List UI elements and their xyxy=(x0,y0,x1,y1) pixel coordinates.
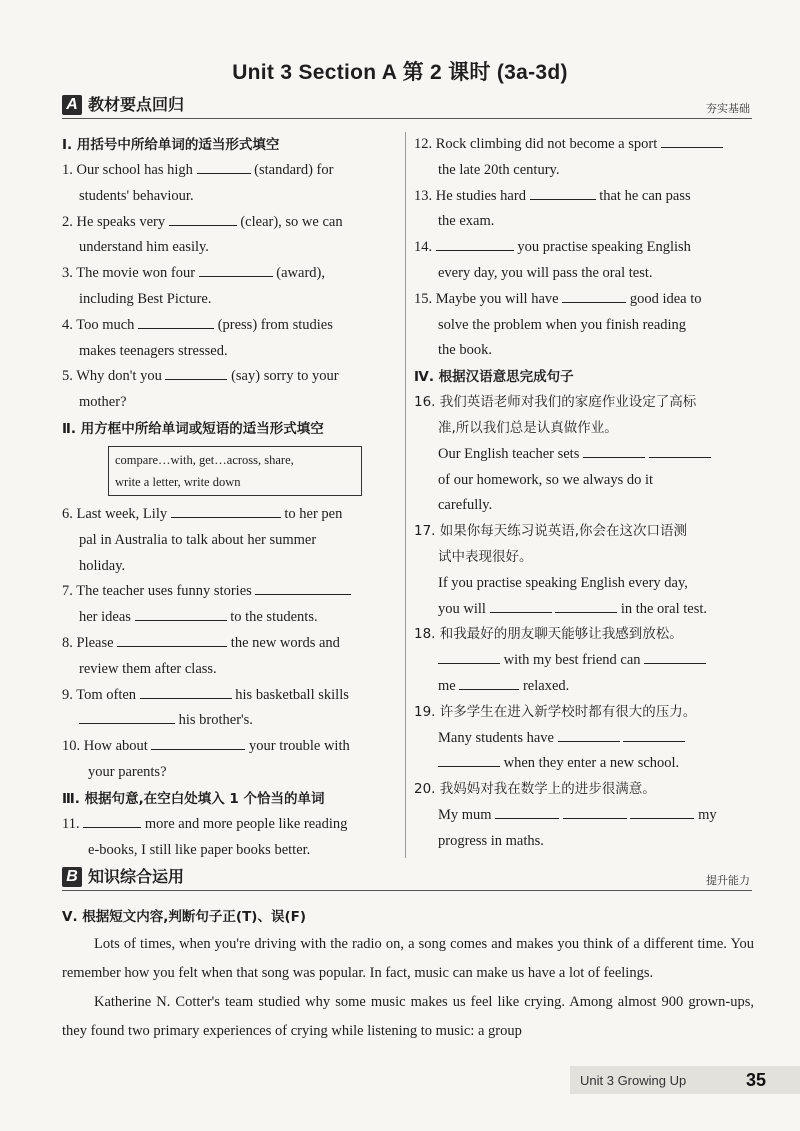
section-a-badge: A xyxy=(62,95,82,115)
q3-text-c: including Best Picture. xyxy=(79,290,212,307)
q10-text-a: 10. How about xyxy=(62,738,148,755)
q16-chinese-2: 准,所以我们总是认真做作业。 xyxy=(438,419,618,436)
part3-heading: Ⅲ. 根据句意,在空白处填入 1 个恰当的单词 xyxy=(62,790,325,807)
section-a-header xyxy=(62,94,752,119)
q12-text-b: the late 20th century. xyxy=(438,161,560,178)
question-6 xyxy=(62,502,400,579)
question-14 xyxy=(414,235,754,287)
q11-text-b: more and more people like reading xyxy=(144,815,348,832)
q17-text-a: If you practise speaking English every day, xyxy=(438,574,688,591)
q19-blank-3[interactable] xyxy=(438,752,500,767)
q6-text-b: to her pen xyxy=(284,505,343,522)
question-16 xyxy=(414,390,754,519)
q5-text-b: (say) sorry to your xyxy=(231,368,339,385)
q20-text-b: my xyxy=(698,806,717,823)
q7-text-a: 7. The teacher uses funny stories xyxy=(62,583,252,600)
q15-blank[interactable] xyxy=(562,288,626,303)
q13-text-b: that he can pass xyxy=(599,187,691,204)
page-footer xyxy=(570,1066,800,1094)
q7-text-b: her ideas xyxy=(79,609,131,626)
question-13 xyxy=(414,184,754,236)
q14-blank[interactable] xyxy=(436,236,514,251)
q20-blank-1[interactable] xyxy=(495,804,559,819)
q15-text-d: the book. xyxy=(438,342,492,359)
q12-text-a: 12. Rock climbing did not become a sport xyxy=(414,136,658,152)
q10-text-b: your trouble with xyxy=(249,738,350,755)
part5-heading: Ⅴ. 根据短文内容,判断句子正(T)、误(F) xyxy=(62,909,307,925)
section-b-title: 知识综合运用 xyxy=(88,867,185,886)
q4-blank[interactable] xyxy=(138,314,214,329)
question-15 xyxy=(414,287,754,364)
q3-text-b: (award), xyxy=(276,265,325,282)
question-9 xyxy=(62,683,400,735)
q19-blank-1[interactable] xyxy=(558,727,620,742)
q10-blank[interactable] xyxy=(151,735,245,750)
q9-blank-1[interactable] xyxy=(140,684,232,699)
question-20 xyxy=(414,777,754,854)
q2-blank[interactable] xyxy=(169,211,237,226)
q19-text-b: when they enter a new school. xyxy=(503,755,680,772)
q14-text-c: every day, you will pass the oral test. xyxy=(438,264,653,281)
q4-text-b: (press) from studies xyxy=(217,316,333,333)
q16-text-c: carefully. xyxy=(438,497,493,514)
section-b-badge: B xyxy=(62,867,82,887)
q7-text-c: to the students. xyxy=(230,609,318,626)
q20-chinese: 20. 我妈妈对我在数学上的进步很满意。 xyxy=(414,781,656,798)
q16-blank-2[interactable] xyxy=(649,443,711,458)
q6-blank[interactable] xyxy=(171,503,281,518)
q4-text-c: makes teenagers stressed. xyxy=(79,342,228,359)
q13-blank[interactable] xyxy=(530,185,596,200)
q4-text-a: 4. Too much xyxy=(62,316,135,333)
q13-text-a: 13. He studies hard xyxy=(414,187,526,204)
q9-blank-2[interactable] xyxy=(79,709,175,724)
q18-blank-2[interactable] xyxy=(644,649,706,664)
q16-text-a: Our English teacher sets xyxy=(438,445,580,462)
page-number: 35 xyxy=(745,1070,766,1090)
q1-blank[interactable] xyxy=(197,159,251,174)
q9-text-c: his brother's. xyxy=(178,712,253,729)
q2-text-b: (clear), so we can xyxy=(240,213,343,230)
question-4 xyxy=(62,313,400,365)
q15-text-a: 15. Maybe you will have xyxy=(414,290,559,307)
q14-text-a: 14. xyxy=(414,239,433,256)
section-a-title: 教材要点回归 xyxy=(88,95,185,114)
q8-text-b: the new words and xyxy=(230,634,340,651)
reading-passage xyxy=(62,904,754,1046)
page-title: Unit 3 Section A 第 2 课时 (3a-3d) xyxy=(232,61,568,84)
q15-text-b: good idea to xyxy=(629,290,702,307)
question-17 xyxy=(414,519,754,622)
q8-blank[interactable] xyxy=(117,632,227,647)
q1-text-b: (standard) for xyxy=(254,162,334,178)
question-5 xyxy=(62,364,400,416)
q6-text-d: holiday. xyxy=(79,557,126,574)
q19-text-a: Many students have xyxy=(438,729,554,746)
q9-text-a: 9. Tom often xyxy=(62,686,137,703)
part2-heading: Ⅱ. 用方框中所给单词或短语的适当形式填空 xyxy=(62,420,324,437)
question-3 xyxy=(62,261,400,313)
q8-text-c: review them after class. xyxy=(79,660,217,677)
question-18 xyxy=(414,622,754,699)
q3-text-a: 3. The movie won four xyxy=(62,265,196,282)
q17-chinese-1: 17. 如果你每天练习说英语,你会在这次口语测 xyxy=(414,523,688,540)
q11-text-c: e-books, I still like paper books better. xyxy=(88,841,311,858)
question-8 xyxy=(62,631,400,683)
q17-blank-2[interactable] xyxy=(555,598,617,613)
q18-text-a: with my best friend can xyxy=(503,652,641,669)
q5-blank[interactable] xyxy=(165,365,227,380)
q16-blank-1[interactable] xyxy=(583,443,645,458)
question-1 xyxy=(62,158,400,210)
q17-text-b: you will xyxy=(438,600,486,617)
section-a-tag: 夯实基础 xyxy=(706,102,750,115)
left-column xyxy=(62,132,400,863)
q7-blank-1[interactable] xyxy=(255,580,351,595)
q17-chinese-2: 试中表现很好。 xyxy=(438,548,533,565)
q16-text-b: of our homework, so we always do it xyxy=(438,471,654,488)
passage-paragraph-1: Lots of times, when you're driving with the radio on, a song comes and makes you think of a different time. You remember how you felt when that song was popular. In fact, music can make us have a lot of feelings. xyxy=(62,936,754,981)
section-b-tag: 提升能力 xyxy=(706,874,750,887)
question-11 xyxy=(62,812,400,864)
q19-blank-2[interactable] xyxy=(623,727,685,742)
column-divider xyxy=(405,132,406,858)
q11-blank[interactable] xyxy=(83,813,141,828)
q5-text-c: mother? xyxy=(79,394,127,411)
q18-chinese: 18. 和我最好的朋友聊天能够让我感到放松。 xyxy=(414,626,683,643)
q20-blank-2[interactable] xyxy=(563,804,627,819)
word-box-line-2: write a letter, write down xyxy=(115,474,241,489)
word-box-line-1: compare…with, get…across, share, xyxy=(115,452,294,467)
q14-text-b: you practise speaking English xyxy=(517,239,691,256)
question-12 xyxy=(414,132,754,184)
q20-text-a: My mum xyxy=(438,806,492,823)
q20-blank-3[interactable] xyxy=(630,804,694,819)
passage-paragraph-2: Katherine N. Cotter's team studied why some music makes us feel like crying. Among almost 900 grown-ups, they found two primary experiences of crying while listening to music: a group xyxy=(62,994,754,1039)
q2-text-c: understand him easily. xyxy=(79,239,209,256)
q15-text-c: solve the problem when you finish reading xyxy=(438,316,687,333)
q16-chinese-1: 16. 我们英语老师对我们的家庭作业设定了高标 xyxy=(414,394,697,411)
part1-heading: Ⅰ. 用括号中所给单词的适当形式填空 xyxy=(62,137,280,153)
q18-text-c: relaxed. xyxy=(522,677,570,694)
q13-text-c: the exam. xyxy=(438,213,495,230)
question-19 xyxy=(414,700,754,777)
q9-text-b: his basketball skills xyxy=(235,686,349,703)
right-column xyxy=(414,132,754,855)
q17-text-c: in the oral test. xyxy=(620,600,707,617)
q6-text-a: 6. Last week, Lily xyxy=(62,505,168,522)
word-box xyxy=(108,446,362,496)
q11-text-a: 11. xyxy=(62,815,80,832)
q12-blank[interactable] xyxy=(661,133,723,148)
q20-text-c: progress in maths. xyxy=(438,832,544,849)
q8-text-a: 8. Please xyxy=(62,634,114,651)
section-b-header xyxy=(62,866,752,891)
footer-unit: Unit 3 Growing Up xyxy=(580,1073,687,1088)
q18-blank-3[interactable] xyxy=(459,675,519,690)
q2-text-a: 2. He speaks very xyxy=(62,213,166,230)
question-10 xyxy=(62,734,400,786)
part4-heading: Ⅳ. 根据汉语意思完成句子 xyxy=(414,369,574,386)
q18-blank-1[interactable] xyxy=(438,649,500,664)
q17-blank-1[interactable] xyxy=(490,598,552,613)
q10-text-c: your parents? xyxy=(88,763,167,780)
q3-blank[interactable] xyxy=(199,262,273,277)
question-7 xyxy=(62,579,400,631)
q18-text-b: me xyxy=(438,677,456,694)
question-2 xyxy=(62,210,400,262)
q7-blank-2[interactable] xyxy=(135,606,227,621)
q6-text-c: pal in Australia to talk about her summer xyxy=(79,531,317,548)
q1-text-a: 1. Our school has high xyxy=(62,162,193,178)
q19-chinese: 19. 许多学生在进入新学校时都有很大的压力。 xyxy=(414,703,697,720)
q1-text-c: students' behaviour. xyxy=(79,187,194,204)
q5-text-a: 5. Why don't you xyxy=(62,368,162,385)
